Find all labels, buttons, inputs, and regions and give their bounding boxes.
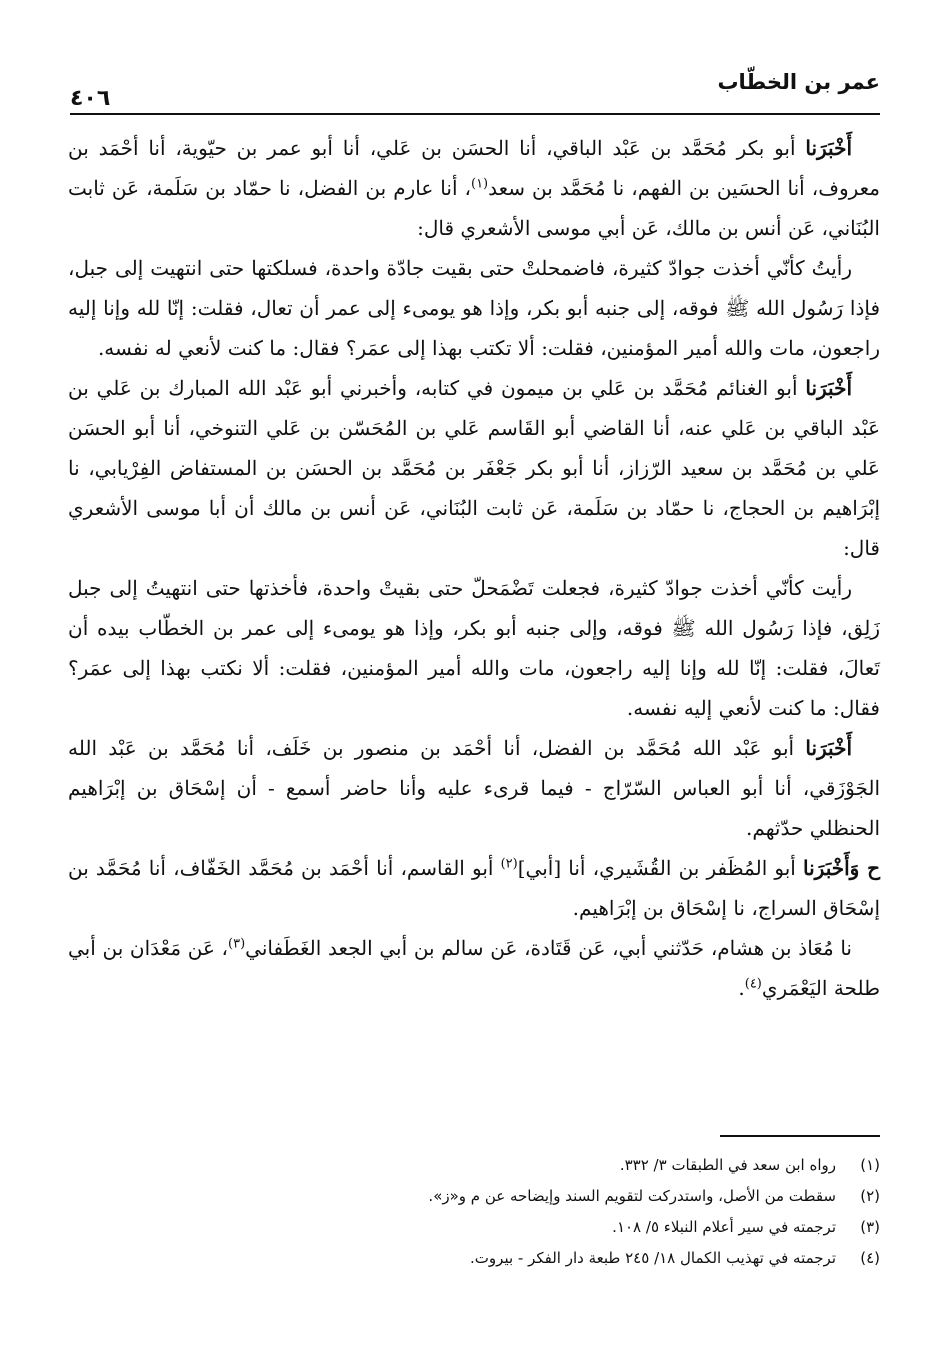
page-number: ٤٠٦ [70, 86, 111, 111]
footnote-divider [720, 1135, 880, 1137]
paragraph-7-text-end: . [738, 976, 745, 1000]
paragraph-6-text-continued: أبو القاسم، أنا أحْمَد بن مُحَمَّد الخَفّاف، أنا مُحَمَّد بن إسْحَاق السراج، نا إسْحَاق بن إبْرَاهيم. [68, 856, 880, 920]
header-divider [70, 113, 880, 115]
footnote-1-number: (١) [860, 1156, 880, 1174]
running-header [70, 62, 880, 112]
paragraph-1-text-continued: ، أنا عارم بن الفضل، نا حمّاد بن سَلَمة، عَن ثابت البُنَاني، عَن أنس بن مالك، عَن أبي موسى الأشعري قال: [68, 176, 880, 240]
footnote-mark-3: (٣) [228, 936, 246, 952]
paragraph-5 [68, 728, 880, 848]
paragraph-5-text: أبو عَبْد الله مُحَمَّد بن الفضل، أنا أحْمَد بن منصور بن خَلَف، أنا مُحَمَّد بن عَبْد الله الجَوْزَقي، أنا أبو العباس السّرّاج - فيما قرىء عليه وأنا حاضر أسمع - أن إسْحَاق بن إبْرَاهيم الحنظلي حدّثهم. [68, 736, 880, 840]
footnote-4-text: ترجمته في تهذيب الكمال ١٨/ ٢٤٥ طبعة دار الفكر - بيروت. [470, 1249, 836, 1267]
paragraph-6-text: أبو المُظَفر بن القُشَيري، أنا [أبي] [517, 856, 804, 880]
paragraph-3 [68, 368, 880, 568]
footnote-mark-4: (٤) [744, 976, 762, 992]
main-text [68, 128, 880, 1008]
paragraph-6-keyword: ح وَأَخْبَرَنا [803, 856, 880, 880]
paragraph-2 [68, 248, 880, 368]
paragraph-1-keyword: أَخْبَرَنا [805, 136, 852, 160]
paragraph-4 [68, 568, 880, 728]
running-title: عمر بن الخطّاب [717, 70, 880, 94]
footnote-3-number: (٣) [860, 1218, 880, 1236]
footnote-mark-2: (٢) [500, 856, 518, 872]
footnote-3-text: ترجمته في سير أعلام النبلاء ٥/ ١٠٨. [612, 1218, 836, 1236]
footnote-2 [200, 1181, 880, 1212]
paragraph-7 [68, 928, 880, 1008]
footnote-mark-1: (١) [470, 176, 489, 192]
footnote-1 [200, 1150, 880, 1181]
paragraph-7-text: نا مُعَاذ بن هشام، حَدّثني أبي، عَن قَتَادة، عَن سالم بن أبي الجعد الغَطَفاني [245, 936, 852, 960]
paragraph-1-text: أبو بكر مُحَمَّد بن عَبْد الباقي، أنا الحسَن بن عَلي، أنا أبو عمر بن حيّوية، أنا أحْمَد بن معروف، أنا الحسَين بن الفهم، نا مُحَمَّد بن سعد [68, 136, 880, 200]
paragraph-4-text: رأيت كأنّي أخذت جوادّ كثيرة، فجعلت تَضْمَحلّ حتى بقيتْ واحدة، فأخذتها حتى انتهيتُ إلى جبل زَلِق، فإذا رَسُول الله ﷺ فوقه، وإلى جنبه أبو بكر، وإذا هو يومىء إلى عمر بن الخطّاب بيده أن تَعالَ، فقلت: إنّا لله وإنا إليه راجعون، مات والله أمير المؤمنين، فقلت: ألا نكتب بهذا إلى عمَر؟ فقال: ما كنت لأنعي إليه نفسه. [68, 576, 880, 720]
footnote-4-number: (٤) [860, 1249, 880, 1267]
footnote-4 [200, 1243, 880, 1274]
footnote-3 [200, 1212, 880, 1243]
paragraph-7-text-continued: ، عَن مَعْدَان بن أبي طلحة اليَعْمَري [68, 936, 880, 1000]
paragraph-2-text: رأيتُ كأنّي أخذت جوادّ كثيرة، فاضمحلتْ حتى بقيت جادّة واحدة، فسلكتها حتى انتهيت إلى جبل، فإذا رَسُول الله ﷺ فوقه، إلى جنبه أبو بكر، وإذا هو يومىء إلى عمر أن تعال، فقلت: إنّا لله وإنا إليه راجعون، مات والله أمير المؤمنين، فقلت: ألا تكتب بهذا إلى عمَر؟ فقال: ما كنت لأنعي له نفسه. [68, 256, 880, 360]
paragraph-3-keyword: أَخْبَرَنا [805, 376, 852, 400]
footnote-2-text: سقطت من الأصل، واستدركت لتقويم السند وإيضاحه عن م و«ز». [428, 1187, 836, 1205]
paragraph-1 [68, 128, 880, 248]
footnote-2-number: (٢) [860, 1187, 880, 1205]
footnotes [200, 1150, 880, 1274]
paragraph-6 [68, 848, 880, 928]
paragraph-5-keyword: أَخْبَرَنا [805, 736, 852, 760]
paragraph-3-text: أبو الغنائم مُحَمَّد بن عَلي بن ميمون في كتابه، وأخبرني أبو عَبْد الله المبارك بن عَلي بن عَبْد الباقي بن عَلي عنه، أنا القاضي أبو القَاسم عَلي بن المُحَسّن بن عَلي التنوخي، أنا أبو الحسَن عَلي بن مُحَمَّد بن سعيد الرّزاز، أنا أبو بكر جَعْفَر بن مُحَمَّد بن الحسَن بن المستفاض الفِرْيابي، نا إبْرَاهيم بن الحجاج، نا حمّاد بن سَلَمة، عَن ثابت البُنَاني، عَن أنس بن مالك أن أبا موسى الأشعري قال: [68, 376, 880, 560]
footnote-1-text: رواه ابن سعد في الطبقات ٣/ ٣٣٢. [619, 1156, 836, 1174]
